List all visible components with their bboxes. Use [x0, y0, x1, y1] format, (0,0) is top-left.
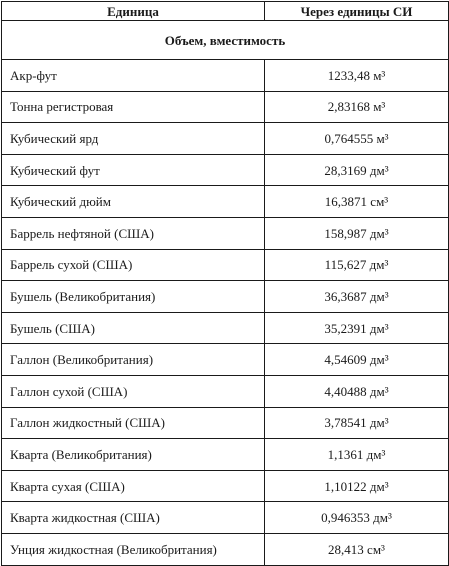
si-value-cell: 1,10122 дм³	[265, 470, 449, 502]
si-value-cell: 4,54609 дм³	[265, 344, 449, 376]
unit-name-cell: Галлон (Великобритания)	[2, 344, 265, 376]
si-value-cell: 35,2391 дм³	[265, 312, 449, 344]
unit-name-cell: Кубический ярд	[2, 123, 265, 155]
si-value-cell: 2,83168 м³	[265, 91, 449, 123]
unit-name-cell: Кварта сухая (США)	[2, 470, 265, 502]
unit-name-cell: Бушель (США)	[2, 312, 265, 344]
table-row	[2, 249, 449, 281]
table-row	[2, 60, 449, 92]
table-row	[2, 407, 449, 439]
unit-name-cell: Галлон жидкостный (США)	[2, 407, 265, 439]
unit-name-cell: Баррель сухой (США)	[2, 249, 265, 281]
si-value-cell: 28,3169 дм³	[265, 154, 449, 186]
table-row	[2, 154, 449, 186]
unit-name-cell: Баррель нефтяной (США)	[2, 217, 265, 249]
si-value-cell: 0,764555 м³	[265, 123, 449, 155]
si-value-cell: 1,1361 дм³	[265, 439, 449, 471]
table-row	[2, 186, 449, 218]
table-row	[2, 281, 449, 313]
unit-name-cell: Кварта жидкостная (США)	[2, 502, 265, 534]
table-row	[2, 123, 449, 155]
si-value-cell: 28,413 см³	[265, 533, 449, 565]
si-value-cell: 0,946353 дм³	[265, 502, 449, 534]
si-value-cell: 1233,48 м³	[265, 60, 449, 92]
si-value-cell: 16,3871 см³	[265, 186, 449, 218]
header-si: Через единицы СИ	[265, 2, 449, 21]
unit-name-cell: Бушель (Великобритания)	[2, 281, 265, 313]
table-row	[2, 533, 449, 565]
unit-name-cell: Акр-фут	[2, 60, 265, 92]
unit-name-cell: Кубический дюйм	[2, 186, 265, 218]
table-row	[2, 502, 449, 534]
unit-name-cell: Кубический фут	[2, 154, 265, 186]
si-value-cell: 4,40488 дм³	[265, 375, 449, 407]
table-row	[2, 312, 449, 344]
si-value-cell: 115,627 дм³	[265, 249, 449, 281]
header-row	[2, 2, 449, 21]
si-value-cell: 3,78541 дм³	[265, 407, 449, 439]
unit-name-cell: Унция жидкостная (Великобритания)	[2, 533, 265, 565]
table-row	[2, 439, 449, 471]
units-conversion-table	[1, 1, 449, 566]
table-row	[2, 344, 449, 376]
table-row	[2, 217, 449, 249]
unit-name-cell: Кварта (Великобритания)	[2, 439, 265, 471]
section-row	[2, 21, 449, 60]
table-row	[2, 91, 449, 123]
unit-name-cell: Тонна регистровая	[2, 91, 265, 123]
table-row	[2, 470, 449, 502]
si-value-cell: 158,987 дм³	[265, 217, 449, 249]
unit-name-cell: Галлон сухой (США)	[2, 375, 265, 407]
table-row	[2, 375, 449, 407]
section-title: Объем, вместимость	[2, 21, 449, 60]
si-value-cell: 36,3687 дм³	[265, 281, 449, 313]
header-unit: Единица	[2, 2, 265, 21]
